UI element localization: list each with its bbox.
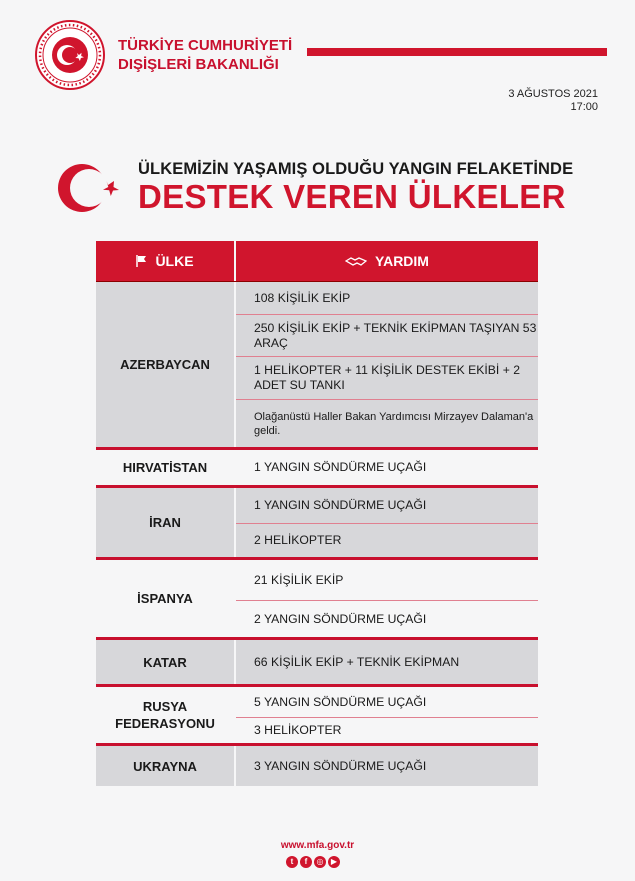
aid-item: 1 HELİKOPTER + 11 KİŞİLİK DESTEK EKİBİ + 2 ADET SU TANKI — [236, 356, 538, 399]
aid-item: 66 KİŞİLİK EKİP + TEKNİK EKİPMAN — [236, 640, 538, 684]
handshake-icon — [345, 255, 367, 267]
ministry-seal-logo — [35, 20, 105, 90]
table-row — [96, 450, 538, 488]
aid-list — [236, 746, 538, 786]
flag-icon — [136, 255, 147, 267]
aid-list — [236, 450, 538, 485]
facebook-icon[interactable]: f — [300, 856, 312, 868]
aid-column-header — [236, 241, 538, 281]
crescent-star-icon — [56, 158, 126, 218]
website-url[interactable]: www.mfa.gov.tr — [280, 840, 355, 851]
country-cell: İSPANYA — [96, 560, 236, 637]
date-text: 3 AĞUSTOS 2021 — [508, 88, 598, 100]
hero-subtitle: ÜLKEMİZİN YAŞAMIŞ OLDUĞU YANGIN FELAKETİNDE — [138, 160, 574, 178]
country-cell: HIRVATİSTAN — [96, 450, 236, 485]
aid-item: Olağanüstü Haller Bakan Yardımcısı Mirzayev Dalaman'a geldi. — [236, 399, 538, 447]
aid-item: 3 YANGIN SÖNDÜRME UÇAĞI — [236, 746, 538, 786]
country-column-header — [96, 241, 236, 281]
aid-list — [236, 282, 538, 447]
ministry-name — [118, 36, 292, 74]
youtube-icon[interactable]: ▶ — [328, 856, 340, 868]
date-block — [508, 88, 598, 114]
country-cell: UKRAYNA — [96, 746, 236, 786]
twitter-icon[interactable]: t — [286, 856, 298, 868]
table-row — [96, 560, 538, 640]
table-row — [96, 282, 538, 450]
aid-item: 21 KİŞİLİK EKİP — [236, 560, 538, 600]
aid-item: 1 YANGIN SÖNDÜRME UÇAĞI — [236, 488, 538, 523]
aid-list — [236, 488, 538, 557]
table-header — [96, 241, 538, 282]
ministry-line-1: TÜRKİYE CUMHURİYETİ — [118, 37, 293, 54]
table-row — [96, 488, 538, 560]
social-icons — [286, 856, 340, 868]
aid-list — [236, 687, 538, 743]
ministry-line-2: DIŞİŞLERİ BAKANLIĞI — [118, 56, 279, 73]
aid-list — [236, 640, 538, 684]
aid-item: 2 YANGIN SÖNDÜRME UÇAĞI — [236, 600, 538, 637]
header-rule — [307, 48, 607, 56]
aid-item: 5 YANGIN SÖNDÜRME UÇAĞI — [236, 687, 538, 717]
country-cell: İRAN — [96, 488, 236, 557]
instagram-icon[interactable]: ◎ — [314, 856, 326, 868]
aid-item: 250 KİŞİLİK EKİP + TEKNİK EKİPMAN TAŞIYAN 53 ARAÇ — [236, 314, 538, 356]
country-column-label: ÜLKE — [155, 253, 194, 269]
aid-item: 2 HELİKOPTER — [236, 523, 538, 557]
aid-list — [236, 560, 538, 637]
table-row — [96, 687, 538, 746]
country-cell: AZERBAYCAN — [96, 282, 236, 447]
table-row — [96, 640, 538, 687]
aid-item: 1 YANGIN SÖNDÜRME UÇAĞI — [236, 450, 538, 485]
country-cell: KATAR — [96, 640, 236, 684]
aid-item: 108 KİŞİLİK EKİP — [236, 282, 538, 314]
aid-column-label: YARDIM — [375, 253, 429, 269]
aid-item: 3 HELİKOPTER — [236, 717, 538, 743]
hero-title: DESTEK VEREN ÜLKELER — [138, 178, 566, 215]
aid-table — [96, 241, 538, 786]
time-text: 17:00 — [570, 101, 598, 113]
table-row — [96, 746, 538, 786]
country-cell: RUSYA FEDERASYONU — [96, 687, 236, 743]
